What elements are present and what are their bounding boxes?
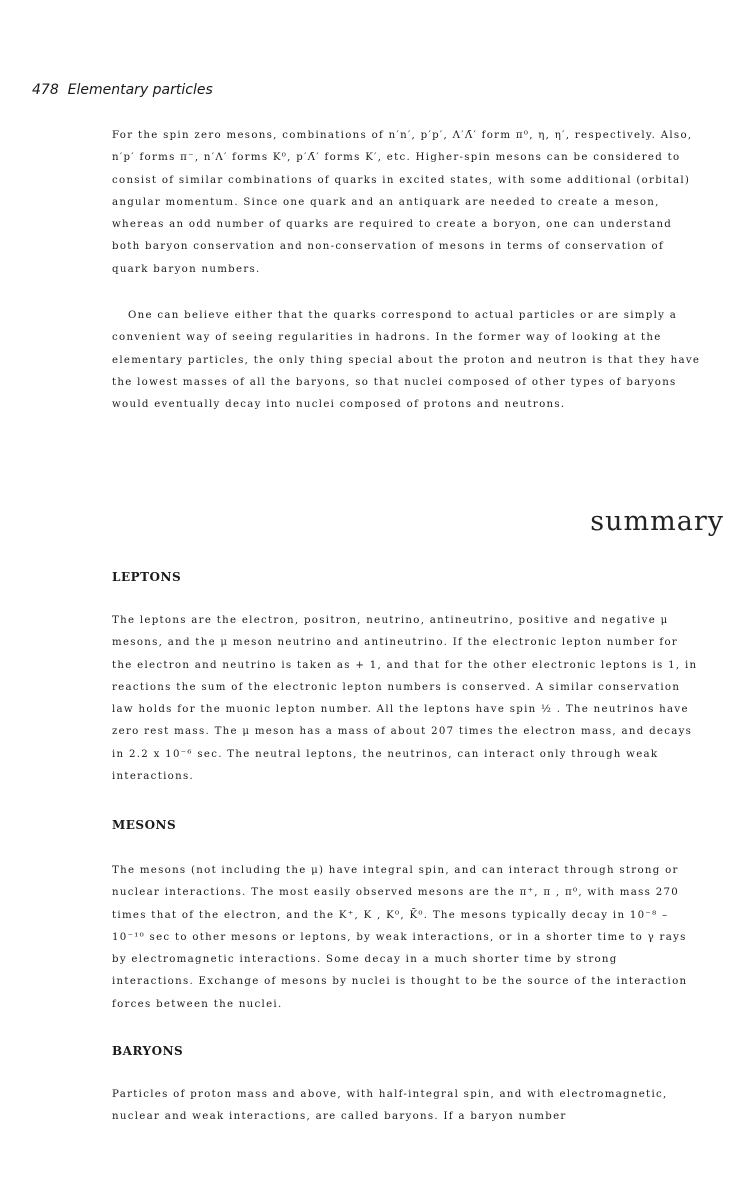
intro-paragraph-2: One can believe either that the quarks correspond to actual particles or are simply a convenient way of seeing regularities in hadrons. In the former way of looking at the elementary particles, the only thing special about the proton and neutron is that they have the lowest masses of all the baryons, so that nuclei composed of other types of baryons would eventually decay into nuclei composed of protons and neutrons. (112, 310, 701, 411)
baryons-heading: BARYONS (112, 1044, 184, 1058)
leptons-heading: LEPTONS (112, 570, 182, 584)
leptons-paragraph: The leptons are the electron, positron, neutrino, antineutrino, positive and negative μ mesons, and the μ meson neutrino and antineutrino. If the electronic lepton number for the electron and neutrino is taken as + 1, and that for the other electronic leptons is 1, in reactions the sum of the electronic lepton numbers is conserved. A similar conservation law holds for the muonic lepton number. All the leptons have spin ½ . The neutrinos have zero rest mass. The μ meson has a mass of about 207 times the electron mass, and decays in 2.2 x 10⁻⁶ sec. The neutral leptons, the neutrinos, can interact only through weak interactions. (112, 615, 698, 783)
baryons-paragraph: Particles of proton mass and above, with half-integral spin, and with electromagnetic, nuclear and weak interactions, are called baryons. If a baryon number (112, 1089, 668, 1123)
mesons-heading: MESONS (112, 818, 177, 832)
intro-paragraph-1: For the spin zero mesons, combinations of n′n′, p′p′, Λ′Λ̄′ form π⁰, η, η′, respectively. Also, n′p′ forms π⁻, n′Λ′ forms K⁰, p′Λ̄′ forms K′, etc. Higher-spin mesons can be considered to consist of similar combinations of quarks in excited states, with some additional (orbital) angular momentum. Since one quark and an antiquark are needed to create a meson, whereas an odd number of quarks are required to create a boryon, one can understand both baryon conservation and non-conservation of mesons in terms of conservation of quark baryon numbers. (112, 130, 693, 275)
running-header (32, 82, 213, 98)
summary-heading: summary (590, 506, 724, 537)
mesons-paragraph: The mesons (not including the μ) have integral spin, and can interact through strong or nuclear interactions. The most easily observed mesons are the π⁺, π , π⁰, with mass 270 times that of the electron, and the K⁺, K , K⁰, K̄⁰. The mesons typically decay in 10⁻⁸ – 10⁻¹⁰ sec to other mesons or leptons, by weak interactions, or in a shorter time to γ rays by electromagnetic interactions. Some decay in a much shorter time by strong interactions. Exchange of mesons by nuclei is thought to be the source of the interaction forces between the nuclei. (112, 865, 688, 1010)
running-title: Elementary particles (67, 82, 213, 98)
page-number: 478 (32, 82, 59, 98)
